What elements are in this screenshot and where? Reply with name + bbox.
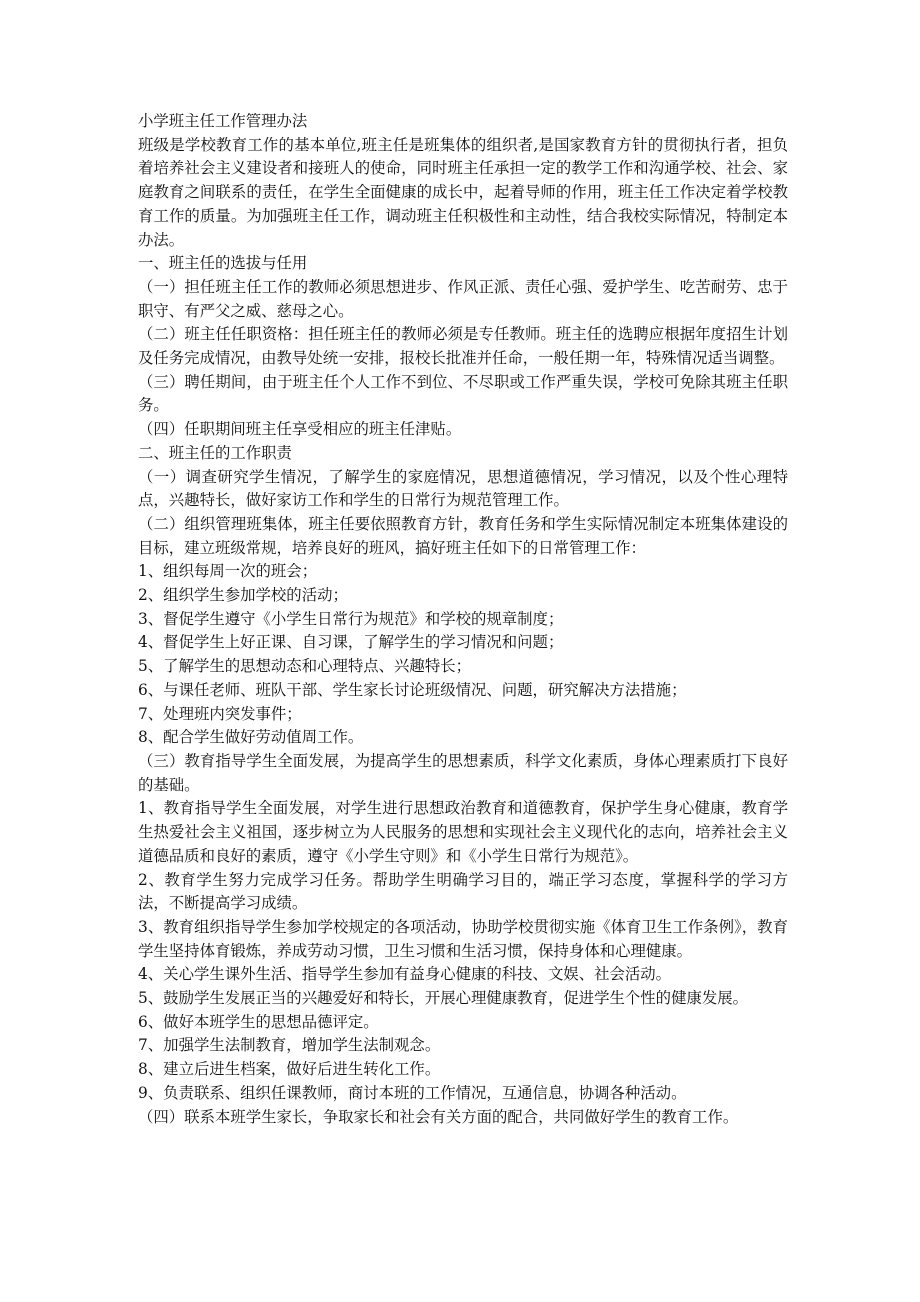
list-item: 1、组织每周一次的班会； bbox=[138, 562, 318, 581]
list-item: 7、处理班内突发事件； bbox=[138, 704, 302, 723]
paragraph-1-4: （四）任职期间班主任享受相应的班主任津贴。 bbox=[138, 420, 462, 439]
list-item: 5、鼓励学生发展正当的兴趣爱好和特长，开展心理健康教育，促进学生个性的健康发展。 bbox=[138, 989, 749, 1008]
list-item: 7、加强学生法制教育，增加学生法制观念。 bbox=[138, 1036, 441, 1055]
paragraph-2-3: （三）教育指导学生全面发展，为提高学生的思想素质，科学文化素质，身体心理素质打下良好的基础。 bbox=[138, 751, 788, 794]
list-item: 3、教育组织指导学生参加学校规定的各项活动，协助学校贯彻实施《体育卫生工作条例》，教育学生坚持体育锻炼，养成劳动习惯，卫生习惯和生活习惯，保持身体和心理健康。 bbox=[138, 917, 788, 960]
paragraph-2-2: （二）组织管理班集体，班主任要依照教育方针，教育任务和学生实际情况制定本班集体建设的目标，建立班级常规，培养良好的班风，搞好班主任如下的日常管理工作： bbox=[138, 514, 788, 557]
paragraph-1-3: （三）聘任期间，由于班主任个人工作不到位、不尽职或工作严重失误，学校可免除其班主任职务。 bbox=[138, 372, 788, 415]
paragraph-2-1: （一）调查研究学生情况，了解学生的家庭情况，思想道德情况，学习情况，以及个性心理特点，兴趣特长，做好家访工作和学生的日常行为规范管理工作。 bbox=[138, 467, 788, 510]
list-item: 4、督促学生上好正课、自习课，了解学生的学习情况和问题； bbox=[138, 633, 564, 652]
paragraph-1-1: （一）担任班主任工作的教师必须思想进步、作风正派、责任心强、爱护学生、吃苦耐劳、忠于职守、有严父之威、慈母之心。 bbox=[138, 277, 788, 320]
list-item: 2、教育学生努力完成学习任务。帮助学生明确学习目的，端正学习态度，掌握科学的学习方法，不断提高学习成绩。 bbox=[138, 870, 788, 913]
list-item: 2、组织学生参加学校的活动； bbox=[138, 586, 348, 605]
document-title: 小学班主任工作管理办法 bbox=[138, 112, 308, 130]
section-heading-1: 一、班主任的选拔与任用 bbox=[138, 254, 308, 273]
intro-paragraph: 班级是学校教育工作的基本单位,班主任是班集体的组织者,是国家教育方针的贯彻执行者，担负着培养社会主义建设者和接班人的使命，同时班主任承担一定的教学工作和沟通学校、社会、家庭教育之间联系的责任，在学生全面健康的成长中，起着导师的作用，班主任工作决定着学校教育工作的质量。为加强班主任工作，调动班主任积极性和主动性，结合我校实际情况，特制定本办法。 bbox=[138, 135, 788, 249]
list-item: 8、建立后进生档案，做好后进生转化工作。 bbox=[138, 1060, 441, 1079]
list-item: 4、关心学生课外生活、指导学生参加有益身心健康的科技、文娱、社会活动。 bbox=[138, 965, 672, 984]
section-heading-2: 二、班主任的工作职责 bbox=[138, 443, 292, 462]
list-item: 6、与课任老师、班队干部、学生家长讨论班级情况、问题，研究解决方法措施； bbox=[138, 680, 687, 699]
list-item: 5、了解学生的思想动态和心理特点、兴趣特长； bbox=[138, 657, 471, 676]
list-item: 1、教育指导学生全面发展，对学生进行思想政治教育和道德教育，保护学生身心健康，教育学生热爱社会主义祖国，逐步树立为人民服务的思想和实现社会主义现代化的志向，培养社会主义道德品质和良好的素质，遵守《小学生守则》和《小学生日常行为规范》。 bbox=[138, 799, 788, 865]
document-page bbox=[138, 110, 788, 1129]
list-item: 3、督促学生遵守《小学生日常行为规范》和学校的规章制度； bbox=[138, 609, 564, 628]
list-item: 8、配合学生做好劳动值周工作。 bbox=[138, 728, 364, 747]
paragraph-1-2: （二）班主任任职资格：担任班主任的教师必须是专任教师。班主任的选聘应根据年度招生计划及任务完成情况，由教导处统一安排，报校长批准并任命，一般任期一年，特殊情况适当调整。 bbox=[138, 325, 788, 368]
list-item: 9、负责联系、组织任课教师，商讨本班的工作情况，互通信息，协调各种活动。 bbox=[138, 1083, 687, 1102]
list-item: 6、做好本班学生的思想品德评定。 bbox=[138, 1012, 379, 1031]
paragraph-2-4: （四）联系本班学生家长，争取家长和社会有关方面的配合，共同做好学生的教育工作。 bbox=[138, 1107, 739, 1126]
